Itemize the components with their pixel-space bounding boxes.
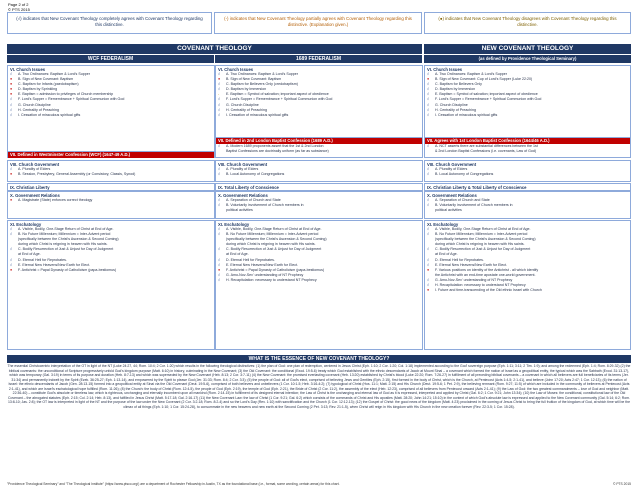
check-icon: √ — [427, 262, 429, 267]
check-icon: √ — [427, 107, 429, 112]
partial-icon: - — [218, 92, 220, 97]
lbc-confession-block — [215, 137, 423, 158]
distinctive-text: I. Cessation of miraculous spiritual gifts — [226, 112, 289, 117]
check-icon: √ — [218, 227, 220, 231]
check-icon: √ — [218, 247, 220, 252]
check-icon: √ — [427, 97, 429, 102]
distinctive-row — [218, 278, 420, 283]
check-icon: √ — [427, 203, 429, 208]
essay-title-text: WHAT IS THE ESSENCE OF NEW COVENANT THEOLOGY? — [248, 356, 390, 362]
distinctive-text: A. Two Ordinances: Baptism & Lord's Supper — [226, 72, 298, 76]
distinctive-text: B. Sign of New Covenant: Baptism — [226, 77, 282, 82]
distinctive-text: A. Two Ordinances: Baptism & Lord's Supper — [435, 72, 507, 76]
check-icon: √ — [10, 257, 12, 262]
distinctive-text: at End of Age. — [435, 252, 458, 257]
check-icon: √ — [10, 112, 12, 117]
check-icon: √ — [10, 97, 12, 102]
essay-title — [7, 355, 631, 363]
footer-copyright: © PTS 2015 — [612, 482, 631, 486]
distinctive-text: B. Voluntarily involvement of Church members in — [226, 203, 304, 208]
check-icon: √ — [218, 72, 220, 76]
disagree-dot-icon: ● — [218, 267, 221, 272]
check-icon: √ — [10, 167, 12, 171]
check-icon: √ — [427, 247, 429, 252]
section-heading: IX. Christian Liberty — [10, 185, 50, 190]
distinctive-text: D. Baptism by Immersion — [435, 87, 476, 92]
distinctive-row — [218, 172, 420, 177]
distinctive-text: I. Cessation of miraculous spiritual gifts — [18, 112, 81, 117]
distinctive-text: during which Christ is reigning in heaven with His saints. — [226, 242, 316, 247]
distinctive-text: (specifically between the Christ's Ascension & Second Coming) — [435, 237, 536, 242]
check-icon: √ — [10, 102, 12, 107]
distinctive-text: C. Bodily Resurrection of Just & Unjust for Day of Judgment — [18, 247, 114, 252]
distinctive-text: H. Recapitulation: necessary to understand NT Prophecy — [226, 277, 317, 282]
distinctive-text: E. Baptism = admission to privileges of Church membership — [18, 92, 114, 97]
section-heading: IX. Christian Liberty & Total Liberty of Conscience — [427, 185, 527, 190]
page-number — [8, 2, 30, 12]
disagree-dot-icon: ● — [427, 267, 430, 272]
legend-disagree-text: (●) indicates that New Covenant Theology disagrees with Covenant Theology regarding this distinctive. — [438, 16, 617, 27]
check-icon: √ — [218, 143, 220, 148]
check-icon: √ — [10, 107, 12, 112]
distinctive-text: at End of Age. — [18, 252, 41, 257]
distinctive-text: A. Two Ordinances: Baptism & Lord's Supper — [18, 72, 90, 76]
section-heading: XI. Eschatology — [10, 222, 42, 227]
nct-band — [424, 44, 631, 54]
distinctive-text: A. Plurality of Elders — [226, 167, 259, 171]
distinctive-text: B. No Future Millennium; Millennium = Inter-Advent period — [435, 232, 528, 237]
distinctive-text: A. Visible, Bodily, One-Stage Return of Christ at End of Age. — [18, 227, 114, 231]
spacer — [218, 149, 226, 154]
distinctive-text: G. Church Discipline — [18, 102, 51, 107]
distinctive-text: I. Cessation of miraculous spiritual gifts — [435, 112, 498, 117]
confession-note-text: A. Modern 1689 proponents assert that the 1st & 2nd London — [226, 143, 324, 148]
distinctive-text: D. Eternal Hell for Reprobates. — [226, 257, 275, 262]
lbc-section-3 — [215, 183, 423, 191]
section-heading: VIII. Church Government — [427, 162, 477, 167]
wcf-subheader-label: WCF FEDERALISM — [87, 56, 134, 62]
distinctive-text: C. Baptism for Infants (paedobaptism) — [18, 82, 79, 87]
distinctive-text: B. Local Autonomy of Congregations — [226, 172, 285, 177]
section-heading: X. Government Relations — [218, 193, 268, 198]
check-icon: √ — [218, 172, 220, 177]
section-heading: XI. Eschatology — [218, 222, 250, 227]
spacer — [427, 149, 435, 154]
distinctive-text: B. No Future Millennium; Millennium = Inter-Advent period — [226, 232, 319, 237]
covenant-theology-band — [7, 44, 422, 54]
footer — [7, 482, 631, 486]
disagree-dot-icon: ● — [427, 288, 430, 293]
check-icon: √ — [218, 87, 220, 92]
section-heading: IX. Total Liberty of Conscience — [218, 185, 279, 190]
nct-section-2 — [424, 160, 631, 182]
distinctive-text: A. Separation of Church and State — [226, 198, 281, 202]
disagree-dot-icon: ● — [10, 198, 13, 202]
distinctive-text: H. Centrality of Preaching — [18, 107, 59, 112]
legend-agree — [7, 12, 212, 34]
check-icon: √ — [218, 97, 220, 102]
distinctive-text: B. Sign of New Covenant: Baptism — [18, 77, 74, 82]
distinctive-row — [218, 208, 420, 213]
distinctive-text: B. Local Autonomy of Congregations — [435, 172, 494, 177]
nct-band-label: NEW COVENANT THEOLOGY — [481, 45, 574, 52]
essay-body-text: The essential Christocentric interpretation of the OT in light of the NT (Luke 24:27, 44; Rom. 10:4; 2 Cor. 1:20) which results in the following theological distinctives: (1) the plan of God: one plan of redemption, centered in Jesus Christ (Eph. 1:10; 2 Cor. 1:20; Col. 1:18) implemented according to the God' sovereign purpose (Eph. 1:11; 3:11; 2 Tim. 1:9); and among the redeemed (Eph. 1:4; Rom. 8:29-32) (2) the biblical covenants: the unconditional of Scripture progressively unfold God's kingdom purpose (Matt. 6:10) in history, culminating in the New Covenant; (3) the Old Covenant: the conditional (Exod. 19:5-6) treaty which God established with the ethnic descendants of Jacob at Mount Sinai – a covenant which formed the nation of Israel as a geopolitical entity, the typical which was the Sabbath (Exod. 31:13-17), which was temporary (Gal. 3:19) in terms of its purpose and duration (Heb. 8:7-13) and which was superseded by the New Covenant (Heb. 8:13; 2 Cor. 3:7-11) (4) the New Covenant: the promised everlasting covenant (Heb. 13:20) established by Christ's blood (Luke 22:20; Rom. 7:26-27) in fulfillment of all preceding biblical covenants – a covenant in which all believers are full beneficiaries of its terms (Jer. 31:34) and permanently indwelt by the Spirit (Ezek. 36:25-27; Eph. 1:13-14), and empowered by the Spirit to please God (Jer. 31:33; Rom. 8:4; 2 Cor. 3:3); (5) the people of God: all of God's elect, comprised of believing Jews and Gentiles (Eph. 2:15), first formed in the body of Christ, which is the Church, at Pentecost (Acts 1:4-5; 2:1-41), and believe (John 17:20; Acts 2:47; 1 Cor. 12:13); (6) the nation of Israel: the ethnic descendants of Jacob (Gen. 28:13-15) formed into a geopolitical entity at Sinai via the Old Covenant (Deut. 19:5-6), comprised of both believers and unbelievers (1 Cor. 10:1-5; Heb. 3:16-4:2); (7) typological of Christ (Hos. 11:1; Matt. 2:15) and His Church (Deut. 19:5-6; 1 Pet. 2:9), the believing remnant (Rom. 9:27; 11:5) of which are included in the community of believers at Pentecost (Acts 2:1-41), and which are Israel's eschatological hope fulfilled (Rom. 11:26); (8) the Church: the body of Christ (Rom. 12:4-5), the people of God (Eph. 2:19), the temple of God (Eph. 2:21), the Bride of Christ (2 Cor. 11:2), the assembly of the elect (Heb. 12:23), comprised of all believers from Pentecost onward (Acts 2:1-41); (9) the Law of God: the two greatest commandments – love of God and neighbor (Matt. 22:36-40) – constitute God's absolute or timeless law, which is righteous, unchanging and eternally incumbent upon all mankind (Rom. 2:14-15) in fulfillment of its designed eternal intention; the Law of Christ is the unchanging and eternal law of God as it is expressed, interpreted and applied by Christ (Gal. 6:2; 1 Cor. 9:21; John 13:34); (10) the Law of Moses: the conditional, constitutional law of the Old Covenant – the abrogated statutes (Eph. 2:15; Col. 2:14; Heb. 8:13), and fulfilled in Jesus Christ (Matt. 5:17-18; Gal. 2:16-17) (11) the New Covenant Law: the law of Christ (1 Cor. 9:21; Gal. 6:2) which consists of the commands of Christ and His apostles (Matt. 28:20; John 14:21; 15:10) in the context of which God's absolute law is expressed and applied to the New Covenant community (Gal. 5:14; 6:2; Rom. 13:8-10; Jas. 2:8); the OT law is interpreted in light of the NT and the purpose of the law under the New Covenant (2 Cor. 3:2-18; Rom. 8:2-4) and so the Lord's Day (Rev. 1:10) with sanctification and the Church (1 Cor. 12:12-13); (12) the Gospel of Christ: the good news of the kingdom (Matt. 4:23) proclaimed in the coming of Jesus Christ to bring the full fruition of the kingdom of God, at which time will be the climax of all things (Eph. 1:10; 1 Cor. 15:24-28), to consummate in the new heavens and new earth at the Second Coming (2 Pet. 3:13; Rev. 21:1-5), when Christ will reign in His kingdom with His Church in the new creation forever (Rev. 22:3-5; 1 Cor. 15:28). — [7, 364, 631, 409]
distinctive-text: at End of Age. — [226, 252, 249, 257]
check-icon: √ — [427, 72, 429, 76]
distinctive-text: F. Lord's Supper = Remembrance + Spiritual Communion with God — [435, 97, 542, 102]
nct-section-3 — [424, 183, 631, 191]
nct-subheader-label: (as defined by Providence Theological Seminary) — [478, 56, 577, 61]
distinctive-row — [10, 113, 212, 118]
essay-body — [7, 364, 631, 479]
check-icon: √ — [218, 272, 220, 277]
confession-note — [216, 149, 422, 154]
lbc-section-2 — [215, 160, 423, 182]
distinctive-text: during which Christ is reigning in heaven with His saints. — [18, 242, 108, 247]
distinctive-text: the Antichrist with an end-time apostate one-world government. — [435, 272, 536, 277]
distinctive-text: A. Visible, Bodily, One-Stage Return of Christ at End of Age. — [435, 227, 531, 231]
wcf-section-3 — [7, 183, 215, 191]
wcf-section-1 — [7, 65, 215, 158]
distinctive-text: (specifically between the Christ's Ascension & Second Coming) — [226, 237, 327, 242]
distinctive-row — [427, 113, 628, 118]
distinctive-row — [10, 268, 212, 273]
check-icon: √ — [218, 257, 220, 262]
distinctive-text: B. Sign of New Covenant: Cup of Lord's Supper (Luke 22:20) — [435, 77, 533, 82]
partial-icon — [427, 208, 435, 213]
distinctive-text: D. Eternal Hell for Reprobates. — [18, 257, 67, 262]
section-heading: VI. Church Issues — [10, 67, 46, 72]
confession-heading: VII. Agrees with 1st London Baptist Confession (1644/46 A.D.) — [425, 138, 630, 144]
nct-confession-block — [424, 137, 631, 158]
distinctive-text: B. Voluntarily involvement of Church members in — [435, 203, 513, 208]
check-icon: √ — [218, 102, 220, 107]
check-icon: √ — [218, 203, 220, 208]
check-icon: √ — [427, 112, 429, 117]
lbc-subheader-label: 1689 FEDERALISM — [295, 56, 341, 62]
confession-note-text: & 2nd London Baptist Confessions (i.e. covenants, Law of God) — [435, 148, 537, 153]
distinctive-text: B. No Future Millennium; Millennium = Inter-Advent period — [18, 232, 111, 237]
wcf-section-2 — [7, 160, 215, 182]
disagree-dot-icon: ● — [218, 77, 221, 82]
wcf-section-4 — [7, 191, 215, 219]
section-heading: VIII. Church Government — [10, 162, 60, 167]
section-heading: VIII. Church Government — [218, 162, 268, 167]
distinctive-text: E. Baptism = Symbol of salvation; important aspect of obedience — [226, 92, 329, 97]
distinctive-text: F. Various positions on identity of the Antichrist - all which identify — [435, 267, 539, 272]
check-icon: √ — [427, 257, 429, 262]
check-icon: √ — [10, 262, 12, 267]
confession-heading: VII. Defined in 2nd London Baptist Confession (1689 A.D.) — [216, 138, 422, 144]
distinctive-text: A. Separation of Church and State — [435, 198, 490, 202]
distinctive-text: E. Baptism = Symbol of salvation; important aspect of obedience — [435, 92, 538, 97]
check-icon: √ — [218, 262, 220, 267]
check-icon: √ — [427, 87, 429, 92]
disagree-dot-icon: ● — [10, 172, 13, 177]
lbc-section-5 — [215, 220, 423, 350]
distinctive-text: A. Visible, Bodily, One-Stage Return of Christ at End of Age. — [226, 227, 322, 231]
distinctive-text: A. Plurality of Elders — [435, 167, 468, 171]
nct-section-5 — [424, 220, 631, 350]
disagree-dot-icon: ● — [10, 77, 13, 82]
check-icon: √ — [427, 143, 429, 148]
distinctive-text: B. Session, Presbytery, General Assembly (or Consistory, Classis, Synod) — [18, 172, 136, 177]
distinctive-row — [10, 172, 212, 177]
check-icon: √ — [218, 82, 220, 87]
legend-disagree — [424, 12, 631, 34]
check-icon: √ — [10, 232, 12, 237]
distinctive-text: H. Centrality of Preaching — [226, 107, 267, 112]
disagree-dot-icon: ● — [10, 82, 13, 87]
check-icon: √ — [218, 112, 220, 117]
distinctive-text: F. Antichrist = Papal Dynasty of Catholicism (papa-bestiomus) — [18, 267, 117, 272]
distinctive-text: A. Magistrate (State) enforces correct theology — [18, 198, 93, 202]
distinctive-text: D. Baptism by Immersion — [226, 87, 267, 92]
distinctive-text: G. Church Discipline — [226, 102, 259, 107]
distinctive-text: (specifically between the Christ's Ascension & Second Coming) — [18, 237, 119, 242]
check-icon: √ — [427, 198, 429, 202]
check-icon: √ — [427, 167, 429, 171]
check-icon: √ — [427, 277, 429, 282]
confession-heading: VII. Defined in Westminster Confession (WCF) (1647-49 A.D.) — [8, 152, 214, 158]
section-heading: X. Government Relations — [10, 193, 60, 198]
confession-note-text: Baptist Confessions are doctrinally uniform (as far as substance) — [226, 148, 329, 153]
lbc-subheader — [215, 55, 422, 63]
nct-section-4 — [424, 191, 631, 219]
legend-partial — [214, 12, 422, 34]
distinctive-text: F. Lord's Supper = Remembrance + Spiritual Communion with God — [226, 97, 333, 102]
distinctive-row — [10, 198, 212, 203]
distinctive-text: D. Baptism by Sprinkling — [18, 87, 58, 92]
check-icon: √ — [427, 232, 429, 237]
distinctive-row — [427, 288, 628, 293]
distinctive-text: C. Baptism for Believers Only — [435, 82, 482, 87]
distinctive-text: D. Eternal Hell for Reprobates. — [435, 257, 484, 262]
check-icon: √ — [427, 82, 429, 87]
check-icon: √ — [10, 247, 12, 252]
disagree-dot-icon: ● — [10, 92, 13, 97]
check-icon: √ — [427, 227, 429, 231]
disagree-dot-icon: ● — [427, 77, 430, 82]
section-heading: VI. Church Issues — [427, 67, 463, 72]
distinctive-text: C. Bodily Resurrection of Just & Unjust for Day of Judgment — [226, 247, 322, 252]
confession-note-text: A. NCT asserts there are substantial differences between the 1st — [435, 143, 538, 148]
page-number-text: Page 2 of 2 — [8, 2, 29, 7]
distinctive-text: G. Amo-Nov-Sev' understanding of NT Prophecy — [226, 272, 304, 277]
distinctive-row — [427, 208, 628, 213]
wcf-confession-block — [7, 151, 215, 158]
distinctive-text: political activities — [226, 208, 253, 213]
check-icon: √ — [427, 102, 429, 107]
distinctive-text: F. Antichrist = Papal Dynasty of Catholicism (papa-bestiomus) — [226, 267, 325, 272]
distinctive-text: G. Amo-Nov-Sev' understanding of NT Prophecy — [435, 277, 513, 282]
distinctive-text: H. Centrality of Preaching — [435, 107, 476, 112]
check-icon: √ — [10, 72, 12, 76]
check-icon: √ — [218, 277, 220, 282]
check-icon: √ — [427, 92, 429, 97]
distinctive-row — [218, 113, 420, 118]
wcf-subheader — [7, 55, 214, 63]
distinctive-text: G. Church Discipline — [435, 102, 468, 107]
distinctive-row — [427, 172, 628, 177]
disagree-dot-icon: ● — [10, 87, 13, 92]
distinctive-text: C. Baptism for Believers Only (credobaptism) — [226, 82, 298, 87]
distinctive-text: during which Christ is reigning in heaven with His saints. — [435, 242, 525, 247]
section-heading: X. Government Relations — [427, 193, 477, 198]
distinctive-text: political activities — [435, 208, 462, 213]
check-icon: √ — [218, 198, 220, 202]
confession-note — [425, 149, 630, 154]
check-icon: √ — [10, 227, 12, 231]
distinctive-text: E. Eternal New Heavens/New Earth for Elect. — [435, 262, 508, 267]
wcf-section-5 — [7, 220, 215, 350]
distinctive-text: F. Lord's Supper = Remembrance + Spiritual Communion with God — [18, 97, 125, 102]
page-copyright: © PTS 2015 — [8, 7, 30, 12]
distinctive-text: C. Bodily Resurrection of Just & Unjust for Day of Judgment — [435, 247, 531, 252]
check-icon: √ — [218, 232, 220, 237]
distinctive-text: H. Recapitulation: necessary to understand NT Prophecy — [435, 283, 526, 288]
section-heading: VI. Church Issues — [218, 67, 254, 72]
distinctive-text: E. Eternal New Heavens/New Earth for Elect. — [226, 262, 299, 267]
footer-credit: "Providence Theological Seminary" and "The Theological Institute" (https://www.ptsco.org/) are a department of Rochester Fellowship in Austin, TX as the foundational base (i.e., format, some wording, certain areas) for this chart. — [7, 482, 340, 486]
section-heading: XI. Eschatology — [427, 222, 459, 227]
distinctive-text: I. Future and time-transcending of the Old ethnic Israel with Church — [435, 288, 542, 293]
covenant-band-label: COVENANT THEOLOGY — [177, 45, 252, 52]
check-icon: √ — [427, 172, 429, 177]
disagree-dot-icon: ● — [10, 267, 13, 272]
check-icon: √ — [427, 283, 429, 288]
distinctive-text: A. Plurality of Elders — [18, 167, 51, 171]
legend-agree-text: (√) indicates that New Covenant Theology completely agrees with Covenant Theology regarding this distinctive. — [16, 16, 203, 27]
distinctive-text: E. Eternal New Heavens/New Earth for Elect. — [18, 262, 91, 267]
legend-partial-text: (-) indicates that New Covenant Theology partially agrees with Covenant Theology regarding this distinctive. (Explanation given.) — [224, 16, 412, 27]
lbc-section-4 — [215, 191, 423, 219]
nct-subheader — [424, 55, 631, 63]
check-icon: √ — [218, 167, 220, 171]
check-icon: √ — [218, 107, 220, 112]
partial-icon — [218, 208, 226, 213]
